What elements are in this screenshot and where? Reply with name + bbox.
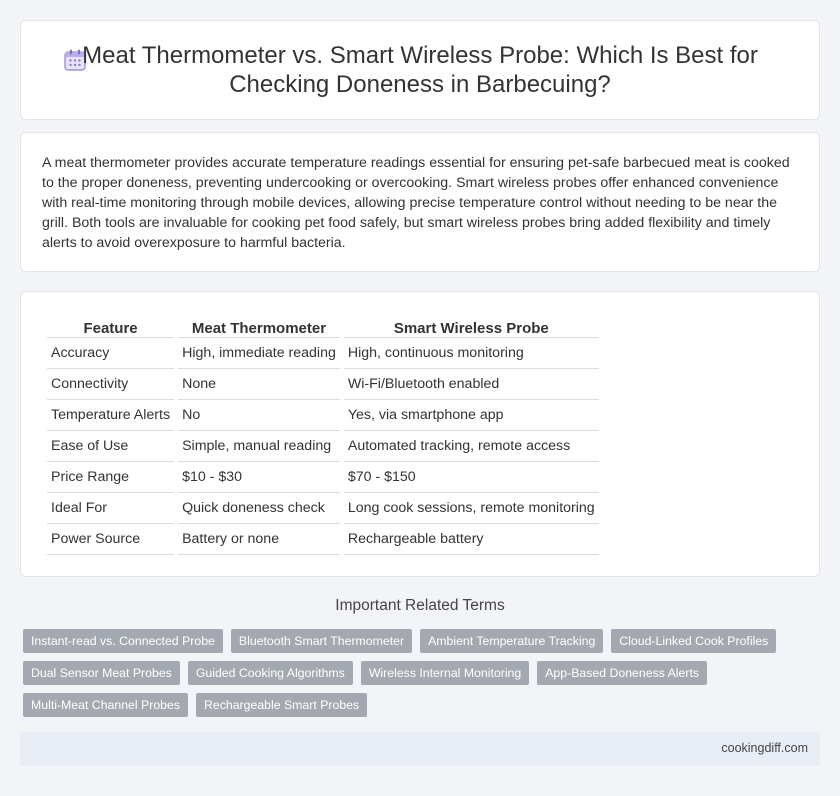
table-cell: No: [178, 400, 340, 431]
tag-row: [23, 661, 803, 685]
table-cell: Battery or none: [178, 524, 340, 555]
comparison-card: [20, 291, 820, 577]
table-cell: Long cook sessions, remote monitoring: [344, 493, 599, 524]
table-row: [47, 338, 599, 369]
related-term-tag[interactable]: Rechargeable Smart Probes: [196, 693, 367, 717]
table-row: [47, 462, 599, 493]
table-header-row: [47, 316, 599, 338]
table-cell: Temperature Alerts: [47, 400, 174, 431]
related-term-tag[interactable]: Guided Cooking Algorithms: [188, 661, 353, 685]
table-cell: High, immediate reading: [178, 338, 340, 369]
table-cell: Wi-Fi/Bluetooth enabled: [344, 369, 599, 400]
table-cell: High, continuous monitoring: [344, 338, 599, 369]
table-cell: $10 - $30: [178, 462, 340, 493]
table-cell: Power Source: [47, 524, 174, 555]
table-cell: Accuracy: [47, 338, 174, 369]
table-cell: Price Range: [47, 462, 174, 493]
page-title: Meat Thermometer vs. Smart Wireless Probe: Which Is Best for Checking Doneness in Barbecuing?: [82, 42, 758, 98]
table-row: [47, 524, 599, 555]
table-row: [47, 400, 599, 431]
table-cell: Ease of Use: [47, 431, 174, 462]
table-cell: Yes, via smartphone app: [344, 400, 599, 431]
table-cell: Connectivity: [47, 369, 174, 400]
table-cell: Simple, manual reading: [178, 431, 340, 462]
comparison-table: [43, 316, 603, 555]
column-header-feature: Feature: [47, 316, 174, 338]
related-term-tag[interactable]: Dual Sensor Meat Probes: [23, 661, 180, 685]
summary-text: A meat thermometer provides accurate temperature readings essential for ensuring pet-safe barbecued meat is cooked to the proper doneness, preventing undercooking or overcooking. Smart wireless probes offer enhanced convenience with real-time monitoring through mobile devices, allowing precise temperature control without needing to be near the grill. Both tools are invaluable for cooking pet food safely, but smart wireless probes bring added flexibility and timely alerts to avoid overexposure to harmful bacteria.: [42, 155, 790, 251]
related-term-tag[interactable]: Cloud-Linked Cook Profiles: [611, 629, 776, 653]
related-term-tag[interactable]: Multi-Meat Channel Probes: [23, 693, 188, 717]
title-card: [20, 20, 820, 120]
table-row: [47, 493, 599, 524]
table-cell: None: [178, 369, 340, 400]
related-term-tag[interactable]: Wireless Internal Monitoring: [361, 661, 529, 685]
related-terms-heading: Important Related Terms: [335, 597, 505, 614]
footer: [20, 732, 820, 766]
related-terms-tags: [23, 629, 803, 725]
table-cell: Ideal For: [47, 493, 174, 524]
tag-row: [23, 629, 803, 653]
related-term-tag[interactable]: Bluetooth Smart Thermometer: [231, 629, 412, 653]
related-term-tag[interactable]: App-Based Doneness Alerts: [537, 661, 707, 685]
related-term-tag[interactable]: Instant-read vs. Connected Probe: [23, 629, 223, 653]
table-cell: Rechargeable battery: [344, 524, 599, 555]
column-header-meat-thermometer: Meat Thermometer: [178, 316, 340, 338]
summary-card: [20, 132, 820, 272]
related-term-tag[interactable]: Ambient Temperature Tracking: [420, 629, 603, 653]
table-row: [47, 431, 599, 462]
footer-site-link[interactable]: cookingdiff.com: [721, 741, 808, 755]
tag-row: [23, 693, 803, 717]
table-cell: Quick doneness check: [178, 493, 340, 524]
table-row: [47, 369, 599, 400]
table-cell: $70 - $150: [344, 462, 599, 493]
table-cell: Automated tracking, remote access: [344, 431, 599, 462]
column-header-smart-wireless-probe: Smart Wireless Probe: [344, 316, 599, 338]
